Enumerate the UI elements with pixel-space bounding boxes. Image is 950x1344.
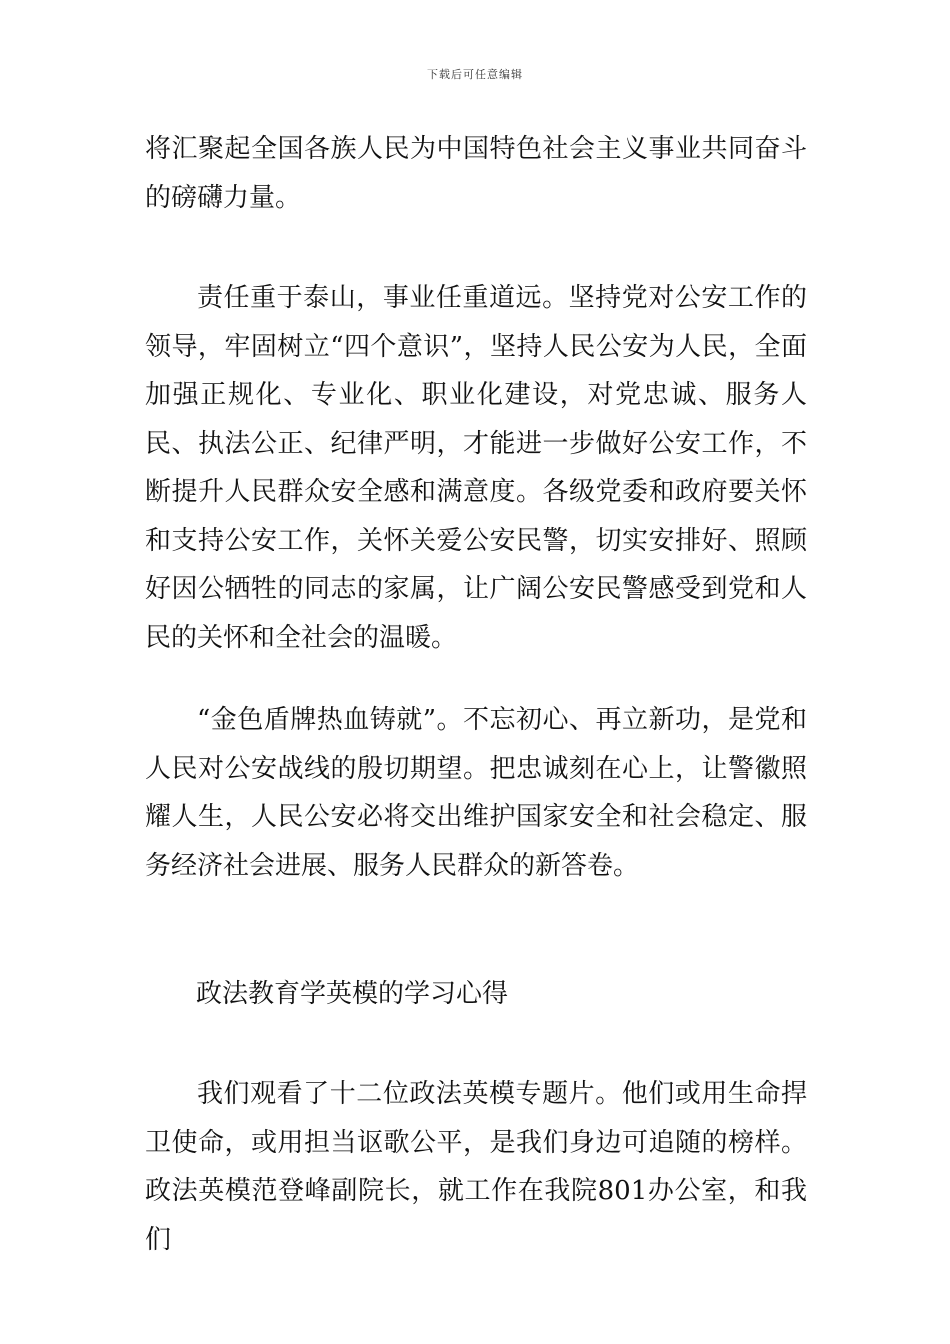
paragraph-golden-shield: “金色盾牌热血铸就”。不忘初心、再立新功，是党和人民对公安战线的殷切期望。把忠诚刻在心上，让警徽照耀人生，人民公安必将交出维护国家安全和社会稳定、服务经济社会进展、服务人民群众的新答卷。	[145, 705, 807, 881]
section-heading: 政法教育学英模的学习心得	[196, 979, 509, 1009]
paragraph-responsibility: 责任重于泰山，事业任重道远。坚持党对公安工作的领导，牢固树立“四个意识”，坚持人民公安为人民，全面加强正规化、专业化、职业化建设，对党忠诚、服务人民、执法公正、纪律严明，才能进一步做好公安工作，不断提升人民群众安全感和满意度。各级党委和政府要关怀和支持公安工作，关怀关爱公安民警，切实安排好、照顾好因公牺牲的同志的家属，让广阔公安民警感受到党和人民的关怀和全社会的温暖。	[145, 283, 807, 653]
header-note: 下载后可任意编辑	[427, 68, 523, 81]
paragraph-continuation: 将汇聚起全国各族人民为中国特色社会主义事业共同奋斗的磅礴力量。	[145, 134, 807, 213]
paragraph-study-notes: 我们观看了十二位政法英模专题片。他们或用生命捍卫使命，或用担当讴歌公平，是我们身边可追随的榜样。政法英模范登峰副院长，就工作在我院801办公室，和我们	[145, 1079, 807, 1255]
